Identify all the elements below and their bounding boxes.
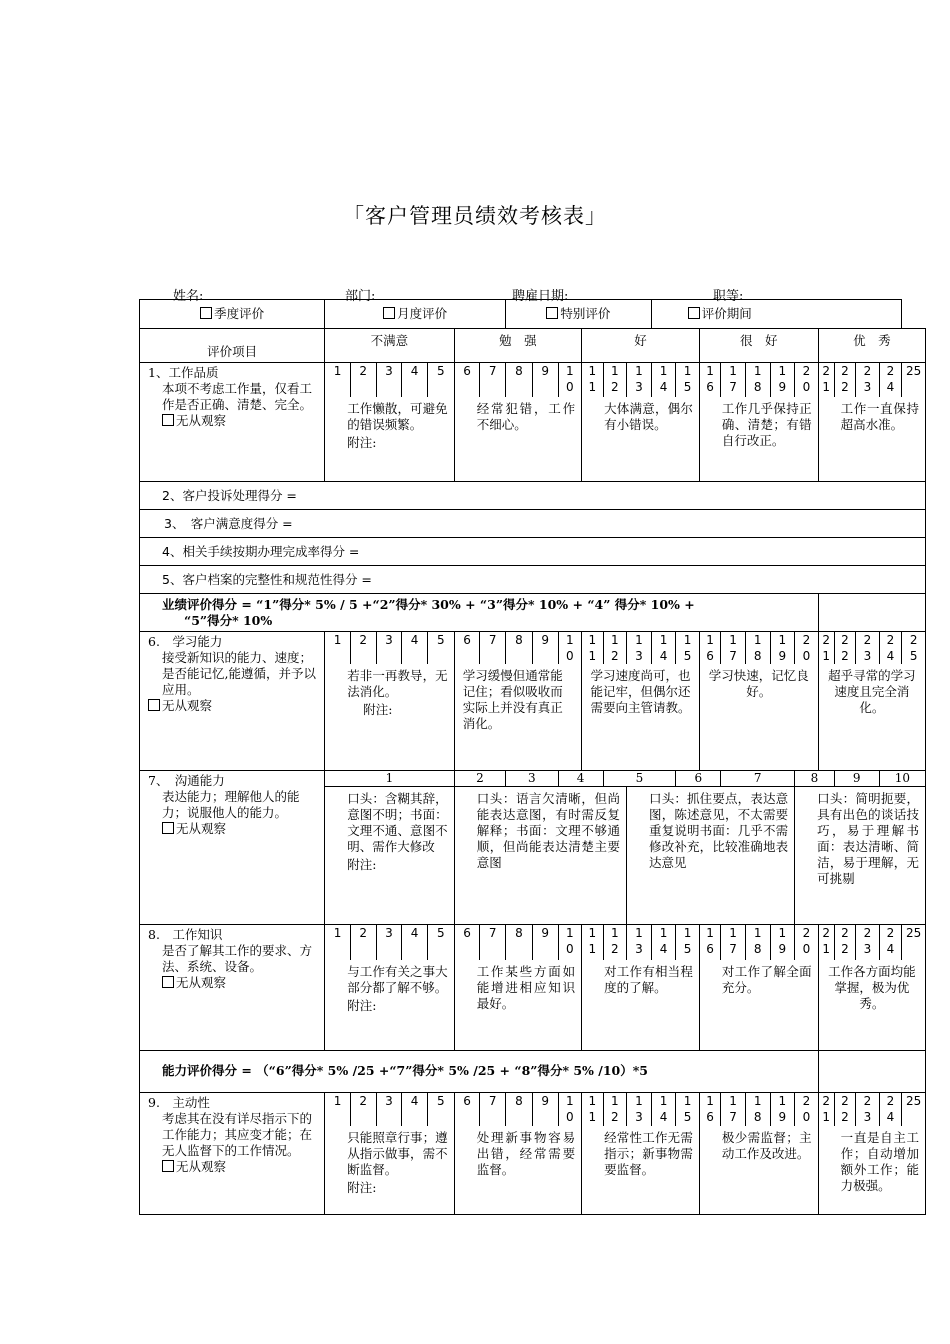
score-21: 2 1: [818, 924, 834, 960]
hire-date-label: 聘雇日期:: [512, 289, 569, 304]
no-observe-checkbox[interactable]: [162, 822, 174, 834]
level-desc-cell: [818, 1126, 925, 1214]
level-desc: 经常犯错，工作不细心。: [476, 400, 576, 432]
level-desc-cell: [795, 786, 926, 924]
eval-type-cell: [506, 300, 652, 329]
level-desc-cell: [818, 664, 925, 770]
score-6: 6: [454, 632, 480, 665]
score-22: 2 2: [834, 1092, 855, 1126]
score-21: 2 1: [818, 632, 834, 665]
score-4: 4: [402, 632, 428, 665]
performance-score-formula: [140, 594, 819, 632]
score-1: 1: [325, 363, 351, 397]
item-desc: 本项不考虑工作量，仅看工作是否正确、清楚、完全。: [162, 381, 313, 412]
score-17: 1 7: [721, 1092, 746, 1126]
score-14: 1 4: [651, 363, 676, 397]
score-8: 8: [506, 1092, 533, 1126]
eval-type-label: 特别评价: [560, 306, 611, 321]
no-observe-label: 无从观察: [176, 413, 227, 428]
name-label: 姓名:: [173, 289, 204, 304]
score-20: 2 0: [795, 1092, 819, 1126]
level-desc: 若非一再教导，无法消化。: [347, 668, 448, 699]
no-observe-checkbox[interactable]: [148, 699, 160, 711]
score-14: 1 4: [651, 1092, 676, 1126]
attach-label: 附注:: [347, 1180, 377, 1195]
level-desc-cell: [325, 1126, 455, 1214]
scale-10: 10: [879, 770, 925, 786]
level-desc-cell: [325, 960, 455, 1050]
score-23: 2 3: [856, 363, 880, 397]
score-11: 1 1: [582, 1092, 603, 1126]
level-desc-cell: [699, 397, 818, 482]
score-12: 1 2: [603, 632, 627, 665]
score-row: 5、客户档案的完整性和规范性得分 =: [140, 566, 926, 594]
checkbox[interactable]: [546, 307, 558, 319]
score-6: 6: [454, 1092, 480, 1126]
level-desc: 学习缓慢但通常能记住；看似吸收而实际上并没有真正消化。: [462, 668, 563, 731]
score-row: 2、客户投诉处理得分 =: [140, 482, 926, 510]
score-25: 25: [902, 363, 926, 397]
score-18: 1 8: [745, 924, 770, 960]
score-11: 1 1: [582, 363, 603, 397]
score-7: 7: [480, 924, 506, 960]
level-desc: 口头：抓住要点，表达意图，陈述意见，不太需要重复说明书面：几乎不需修改补充，比较准确地表达意见: [649, 790, 789, 870]
level-desc-cell: [582, 397, 700, 482]
item-cell: [140, 924, 325, 1050]
score-9: 9: [532, 363, 558, 397]
level-desc: 大体满意，偶尔有小错误。: [604, 400, 693, 432]
no-observe-label: 无从观察: [162, 698, 213, 713]
score-10: 1 0: [558, 924, 582, 960]
checkbox[interactable]: [200, 307, 212, 319]
scale-5: 5: [603, 770, 676, 786]
no-observe-label: 无从观察: [176, 1158, 227, 1174]
scale-9: 9: [834, 770, 879, 786]
score-4: 4: [402, 363, 428, 397]
eval-type-cell: [325, 300, 506, 329]
attach-label: 附注:: [347, 998, 377, 1013]
level-desc: 工作几乎保持正确、清楚；有错自行改正。: [721, 400, 812, 448]
score-24: 2 4: [879, 1092, 902, 1126]
score-13: 1 3: [627, 924, 652, 960]
scale-6: 6: [676, 770, 721, 786]
score-5: 5: [427, 632, 454, 665]
eval-type-cell: [140, 300, 325, 329]
score-10: 1 0: [558, 632, 582, 665]
level-desc: 对工作了解全面充分。: [721, 964, 812, 995]
score-7: 7: [480, 363, 506, 397]
perf-line1: 业绩评价得分 = “1”得分* 5% / 5 +“2”得分* 30% + “3”得分* 10% + “4” 得分* 10% +: [162, 597, 695, 612]
score-5: 5: [427, 924, 454, 960]
score-9: 9: [532, 924, 558, 960]
no-observe-checkbox[interactable]: [162, 976, 174, 988]
level-desc: 学习速度尚可，也能记牢，但偶尔还需要向主管请教。: [590, 668, 691, 715]
level-desc-cell: [699, 960, 818, 1050]
score-14: 1 4: [651, 924, 676, 960]
score-9: 9: [532, 632, 558, 665]
score-8: 8: [506, 632, 533, 665]
eval-type-label: 月度评价: [397, 306, 448, 321]
score-16: 1 6: [699, 632, 720, 665]
score-13: 1 3: [627, 632, 652, 665]
level-desc: 与工作有关之事大部分都了解不够。: [347, 964, 448, 995]
no-observe-label: 无从观察: [176, 974, 227, 990]
score-12: 1 2: [603, 363, 627, 397]
level-desc-cell: [699, 664, 818, 770]
score-19: 1 9: [770, 924, 795, 960]
level-desc-cell: [454, 397, 581, 482]
score-1: 1: [325, 1092, 351, 1126]
level-desc: 口头：语言欠清晰，但尚能表达意图，有时需反复解释；书面：文理不够通顺，但尚能表达清楚主要意图: [476, 790, 621, 870]
level-header: 优 秀: [818, 329, 925, 363]
evaluation-table: [139, 299, 926, 1215]
score-6: 6: [454, 363, 480, 397]
score-11: 1 1: [582, 632, 603, 665]
level-desc-cell: [454, 664, 581, 770]
score-6: 6: [454, 924, 480, 960]
level-desc: 工作懒散，可避免的错误频繁。: [347, 400, 448, 432]
score-3: 3: [376, 1092, 402, 1126]
score-25: 25: [902, 924, 926, 960]
item-title: 6. 学习能力: [148, 634, 223, 649]
checkbox[interactable]: [383, 307, 395, 319]
level-desc: 经常性工作无需指示；新事物需要监督。: [604, 1130, 693, 1177]
level-desc-cell: [454, 786, 626, 924]
item-cell: [140, 1092, 325, 1214]
level-desc-cell: [627, 786, 795, 924]
level-desc-cell: [582, 664, 700, 770]
score-18: 1 8: [745, 1092, 770, 1126]
score-1: 1: [325, 632, 351, 665]
score-14: 1 4: [651, 632, 676, 665]
level-desc: 只能照章行事；遵从指示做事，需不断监督。: [347, 1130, 448, 1177]
item-title: 1、工作品质: [148, 365, 219, 380]
level-desc: 工作某些方面如能增进相应知识最好。: [476, 964, 576, 1011]
level-desc-cell: [325, 786, 455, 924]
eval-type-cell: [651, 300, 902, 329]
level-desc-cell: [325, 397, 455, 482]
item-cell: [140, 363, 325, 482]
grade-label: 职等:: [713, 289, 744, 304]
level-desc: 对工作有相当程度的了解。: [604, 964, 693, 995]
score-20: 2 0: [795, 632, 819, 665]
no-observe-checkbox[interactable]: [162, 414, 174, 426]
score-15: 1 5: [676, 1092, 700, 1126]
score-10: 1 0: [558, 363, 582, 397]
score-23: 2 3: [856, 632, 880, 665]
scale-7: 7: [721, 770, 795, 786]
attach-label: 附注:: [347, 434, 377, 450]
score-10: 1 0: [558, 1092, 582, 1126]
no-observe-checkbox[interactable]: [162, 1160, 174, 1172]
score-3: 3: [376, 924, 402, 960]
score-24: 2 4: [879, 363, 902, 397]
score-21: 2 1: [818, 363, 834, 397]
score-17: 1 7: [721, 632, 746, 665]
score-9: 9: [532, 1092, 558, 1126]
score-18: 1 8: [745, 363, 770, 397]
score-19: 1 9: [770, 363, 795, 397]
score-11: 1 1: [582, 924, 603, 960]
score-15: 1 5: [676, 632, 700, 665]
score-12: 1 2: [603, 1092, 627, 1126]
score-2: 2: [350, 632, 376, 665]
no-observe-label: 无从观察: [176, 820, 227, 836]
level-header: 很 好: [699, 329, 818, 363]
level-desc: 学习快速，记忆良好。: [708, 668, 809, 699]
score-8: 8: [506, 924, 533, 960]
level-desc-cell: [325, 664, 455, 770]
level-desc: 处理新事物容易出错，经常需要监督。: [476, 1130, 576, 1177]
score-4: 4: [402, 924, 428, 960]
item-title: 7、 沟通能力: [148, 772, 225, 788]
scale-3: 3: [506, 770, 558, 786]
eval-item-header: 评价项目: [140, 329, 325, 363]
scale-8: 8: [795, 770, 835, 786]
score-2: 2: [350, 363, 376, 397]
score-20: 2 0: [795, 924, 819, 960]
score-25: 25: [902, 1092, 926, 1126]
score-16: 1 6: [699, 924, 720, 960]
attach-label: 附注:: [363, 702, 393, 717]
level-header: 不满意: [325, 329, 455, 363]
score-19: 1 9: [770, 1092, 795, 1126]
item-cell: [140, 632, 325, 771]
score-22: 2 2: [834, 632, 855, 665]
level-desc-cell: [818, 960, 925, 1050]
perf-line2: “5”得分* 10%: [184, 613, 273, 628]
scale-1: 1: [325, 770, 455, 786]
score-16: 1 6: [699, 1092, 720, 1126]
score-23: 2 3: [856, 924, 880, 960]
score-13: 1 3: [627, 1092, 652, 1126]
score-5: 5: [427, 363, 454, 397]
item-desc: 表达能力；理解他人的能力；说服他人的能力。: [162, 788, 300, 820]
score-19: 1 9: [770, 632, 795, 665]
score-17: 1 7: [721, 363, 746, 397]
score-20: 2 0: [795, 363, 819, 397]
score-18: 1 8: [745, 632, 770, 665]
score-7: 7: [480, 632, 506, 665]
level-desc-cell: [818, 397, 925, 482]
item-desc: 考虑其在没有详尽指示下的工作能力；其应变才能；在无人监督下的工作情况。: [162, 1110, 313, 1158]
score-12: 1 2: [603, 924, 627, 960]
item-title: 9. 主动性: [148, 1094, 210, 1110]
ability-score-value: [818, 1050, 925, 1092]
score-25: 2 5: [902, 632, 926, 665]
item-title: 8. 工作知识: [148, 926, 223, 942]
score-15: 1 5: [676, 924, 700, 960]
level-desc-cell: [582, 1126, 700, 1214]
score-16: 1 6: [699, 363, 720, 397]
score-1: 1: [325, 924, 351, 960]
page-title: 「客户管理员绩效考核表」: [343, 204, 607, 228]
eval-type-label: 评价期间: [701, 306, 752, 321]
level-desc-cell: [454, 960, 581, 1050]
attach-label: 附注:: [347, 856, 377, 872]
item-desc: 是否了解其工作的要求、方法、系统、设备。: [162, 942, 313, 974]
score-2: 2: [350, 1092, 376, 1126]
score-17: 1 7: [721, 924, 746, 960]
level-header: 勉 强: [454, 329, 581, 363]
level-desc: 极少需监督；主动工作及改进。: [721, 1130, 812, 1161]
score-4: 4: [402, 1092, 428, 1126]
score-15: 1 5: [676, 363, 700, 397]
score-row: 4、相关手续按期办理完成率得分 =: [140, 538, 926, 566]
level-desc: 超乎寻常的学习速度且完全消化。: [828, 668, 916, 715]
level-desc-cell: [454, 1126, 581, 1214]
level-desc: 口头：简明扼要，具有出色的谈话技巧，易于理解书面：表达清晰、简洁，易于理解，无可挑剔: [817, 790, 919, 886]
score-2: 2: [350, 924, 376, 960]
score-row: 3、 客户满意度得分 =: [140, 510, 926, 538]
level-desc: 一直是自主工作；自动增加额外工作；能力极强。: [840, 1130, 919, 1193]
scale-4: 4: [558, 770, 603, 786]
ability-score-formula: 能力评价得分 = （“6”得分* 5% /25 +“7”得分* 5% /25 + “8”得分* 5% /10）*5: [140, 1050, 819, 1092]
score-3: 3: [376, 632, 402, 665]
level-desc: 工作一直保持超高水准。: [840, 400, 919, 432]
level-desc: 口头：含糊其辞，意图不明；书面：文理不通、意图不明、需作大修改: [347, 790, 448, 854]
score-23: 2 3: [856, 1092, 880, 1126]
score-8: 8: [506, 363, 533, 397]
score-13: 1 3: [627, 363, 652, 397]
score-24: 2 4: [879, 924, 902, 960]
checkbox[interactable]: [688, 307, 700, 319]
score-21: 2 1: [818, 1092, 834, 1126]
dept-label: 部门:: [345, 289, 376, 304]
score-3: 3: [376, 363, 402, 397]
performance-score-value: [818, 594, 925, 632]
item-cell: [140, 770, 325, 924]
score-24: 2 4: [879, 632, 902, 665]
level-desc-cell: [699, 1126, 818, 1214]
score-7: 7: [480, 1092, 506, 1126]
score-22: 2 2: [834, 924, 855, 960]
eval-type-label: 季度评价: [214, 306, 265, 321]
level-desc-cell: [582, 960, 700, 1050]
item-desc: 接受新知识的能力、速度；是否能记忆,能遵循，并予以应用。: [162, 650, 316, 697]
level-header: 好: [582, 329, 700, 363]
score-5: 5: [427, 1092, 454, 1126]
scale-2: 2: [454, 770, 505, 786]
score-22: 2 2: [834, 363, 855, 397]
level-desc: 工作各方面均能掌握，极为优秀。: [828, 964, 916, 1011]
